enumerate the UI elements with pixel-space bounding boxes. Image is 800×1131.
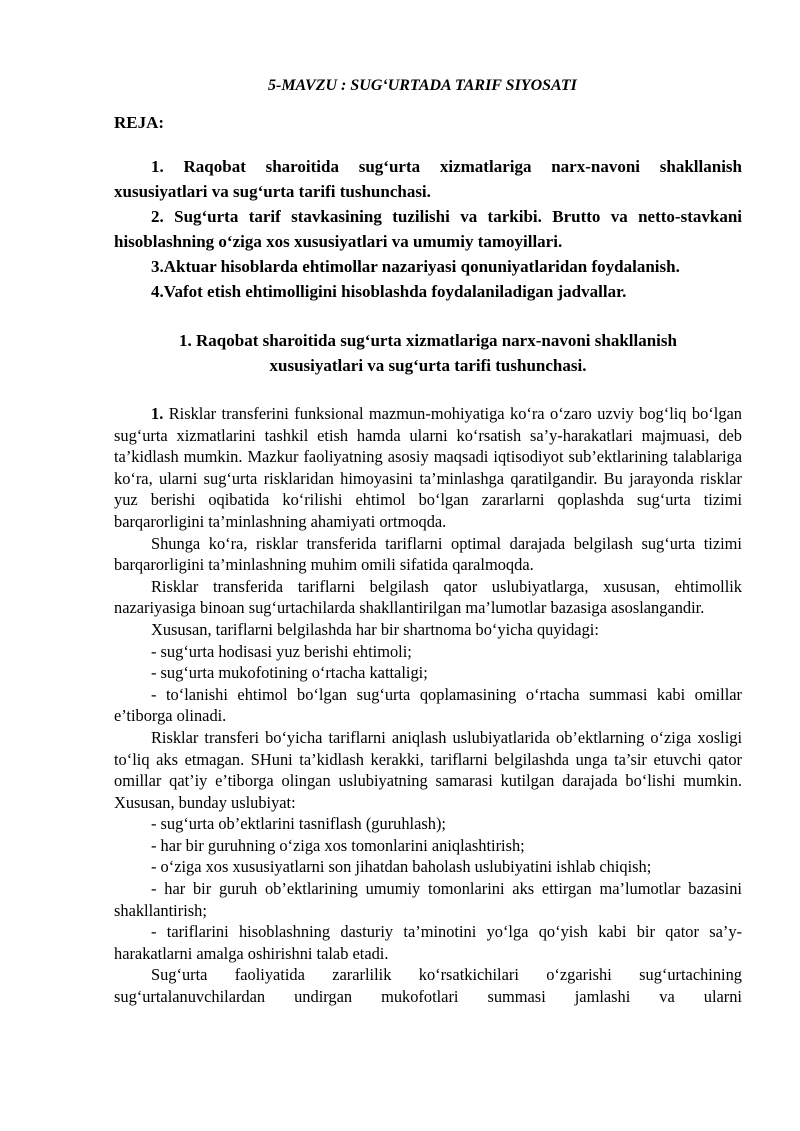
section-heading [114, 328, 742, 378]
body-paragraph: - o‘ziga xos xususiyatlarni son jihatdan baholash uslubiyatini ishlab chiqish; [151, 857, 652, 877]
body-paragraph: Sug‘urta faoliyatida zararlilik ko‘rsatkichilari o‘zgarishi sug‘urtachining sug‘urtalanuvchilardan undirgan mukofotlari summasi jamlashi va ularni [114, 965, 742, 1007]
document-title: 5-MAVZU : SUG‘URTADA TARIF SIYOSATI [268, 77, 577, 94]
body-paragraph: Risklar transferida tariflarni belgilash qator uslubiyatlarga, xususan, ehtimollik nazariyasiga binoan sug‘urtachilarda shakllantirilgan ma’lumotlar bazasiga asoslangandir. [114, 576, 742, 618]
paragraph-number: 1. [151, 404, 164, 423]
body-paragraph: - sug‘urta mukofotining o‘rtacha kattaligi; [151, 663, 428, 683]
body-paragraph [114, 403, 742, 533]
body-paragraph: Shunga ko‘ra, risklar transferida tariflarni optimal darajada belgilash sug‘urta tizimi barqarorligini ta’minlashning muhim omili sifatida qaralmoqda. [114, 533, 742, 575]
body-paragraph: Xususan, tariflarni belgilashda har bir shartnoma bo‘yicha quyidagi: [151, 619, 599, 639]
plan-item: 2. Sug‘urta tarif stavkasining tuzilishi va tarkibi. Brutto va netto-stavkani hisoblashning o‘ziga xos xususiyatlari va umumiy tamoyillari. [114, 207, 742, 251]
body-paragraph: - har bir guruhning o‘ziga xos tomonlarini aniqlashtirish; [151, 835, 525, 855]
body-paragraph: - sug‘urta hodisasi yuz berishi ehtimoli; [151, 641, 412, 661]
section-heading-line: 1. Raqobat sharoitida sug‘urta xizmatlariga narx-navoni shakllanish [179, 331, 677, 350]
paragraph-text: Risklar transferini funksional mazmun-mohiyatiga ko‘ra o‘zaro uzviy bog‘liq bo‘lgan sug‘urta xizmatlarini tashkil etish hamda ularni ko‘rsatish sa’y-harakatlari majmuasi, deb ta’kidlash mumkin. Mazkur faoliyatning asosiy maqsadi iqtisodiyot sub’ektlarining talablariga ko‘ra, ularni sug‘urta risklaridan himoyasini ta’minlashga qaratilgandir. Bu jarayonda risklar yuz berishi oqibatida ko‘rilishi ehtimol bo‘lgan zararlarni qoplashda sug‘urta tizimi barqarorligini ta’minlashning ahamiyati ortmoqda. [114, 404, 742, 531]
body-paragraph: - sug‘urta ob’ektlarini tasniflash (guruhlash); [151, 814, 446, 834]
plan-heading: REJA: [114, 113, 165, 132]
plan-list [114, 154, 742, 304]
plan-item: 1. Raqobat sharoitida sug‘urta xizmatlariga narx-navoni shakllanish xususiyatlari va sug‘urta tarifi tushunchasi. [114, 157, 742, 201]
plan-item: 3.Aktuar hisoblarda ehtimollar nazariyasi qonuniyatlaridan foydalanish. [151, 257, 680, 276]
plan-item: 4.Vafot etish ehtimolligini hisoblashda foydalaniladigan jadvallar. [151, 282, 627, 301]
body-text [114, 403, 742, 1008]
section-heading-line: xususiyatlari va sug‘urta tarifi tushunchasi. [269, 356, 587, 375]
body-paragraph: - tariflarini hisoblashning dasturiy ta’minotini yo‘lga qo‘yish kabi bir qator sa’y-harakatlarni amalga oshirishni talab etadi. [114, 922, 742, 963]
body-paragraph: - har bir guruh ob’ektlarining umumiy tomonlarini aks ettirgan ma’lumotlar bazasini shakllantirish; [114, 879, 742, 920]
body-paragraph: - to‘lanishi ehtimol bo‘lgan sug‘urta qoplamasining o‘rtacha summasi kabi omillar e’tiborga olinadi. [114, 684, 742, 726]
body-paragraph: Risklar transferi bo‘yicha tariflarni aniqlash uslubiyatlarida ob’ektlarning o‘ziga xosligi to‘liq aks etmagan. SHuni ta’kidlash kerakki, tariflarni belgilashda unga ta’sir etuvchi qator omillar qat’iy e’tiborga olingan uslubiyatning samarasi kutilgan darajada bo‘lishi mumkin. Xususan, bunday uslubiyat: [114, 727, 742, 812]
